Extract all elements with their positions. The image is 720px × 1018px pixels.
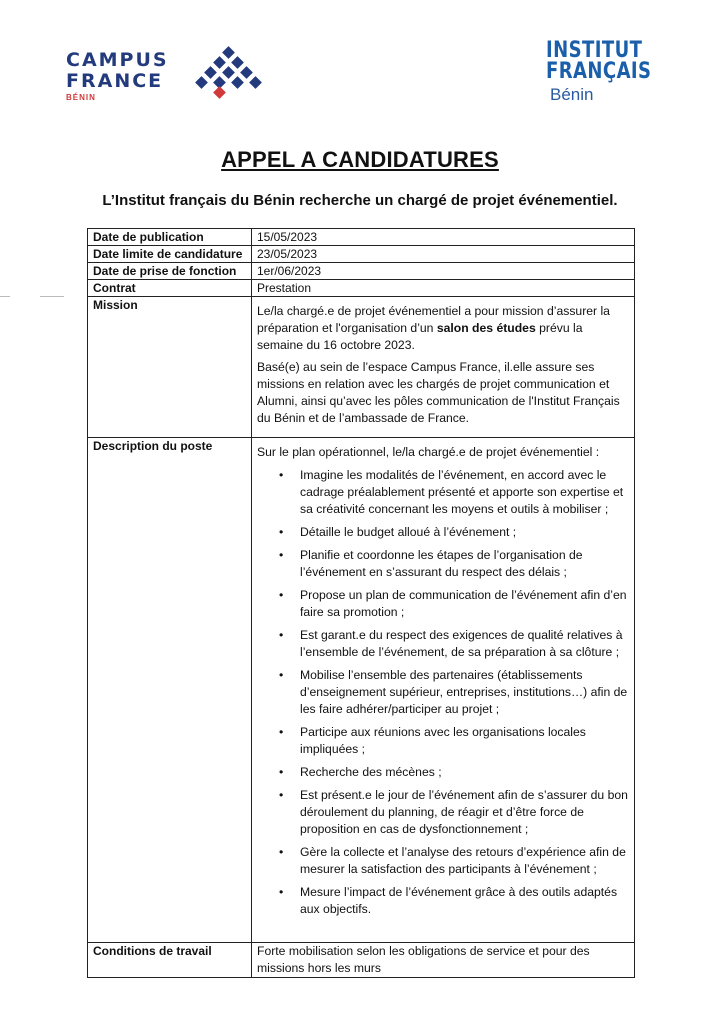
table-row [88,229,635,246]
list-item [257,627,629,661]
scan-mark-left [0,296,10,297]
list-item-text: Est présent.e le jour de l’événement afin de s’assurer du bon déroulement du planning, de réagir et d’être force de proposition en cas de dysfonctionnement ; [300,788,628,836]
description-intro: Sur le plan opérationnel, le/la chargé.e de projet événementiel : [257,445,600,459]
task-list [257,467,629,918]
row-value: 23/05/2023 [252,246,635,263]
row-value: Prestation [252,280,635,297]
institut-francais-line1: INSTITUT [546,38,643,63]
list-item-text: Mesure l’impact de l’événement grâce à des outils adaptés aux objectifs. [300,885,618,916]
campus-france-benin: BÉNIN [66,93,96,102]
list-item [257,724,629,758]
row-value: 15/05/2023 [252,229,635,246]
list-item [257,764,629,781]
row-value: 1er/06/2023 [252,263,635,280]
mission-row [88,297,635,438]
row-label: Date limite de candidature [88,246,252,263]
mission-text-part: prévu la semaine du 16 octobre 2023. [257,321,583,352]
mission-text [252,297,635,438]
mission-label: Mission [88,297,252,438]
scan-mark-left-2 [40,296,64,297]
list-item [257,524,629,541]
list-item-text: Propose un plan de communication de l’événement afin d’en faire sa promotion ; [300,588,627,619]
table-row [88,246,635,263]
bullet-icon: • [279,548,284,562]
bullet-icon: • [279,668,284,682]
description-content [252,438,635,943]
list-item [257,467,629,518]
list-item [257,844,629,878]
campus-france-logo [66,50,286,110]
description-label: Description du poste [88,438,252,943]
list-item-text: Imagine les modalités de l’événement, en accord avec le cadrage préalablement présenté et apporte son expertise et sa créativité concernant les moyens et outils à mobiliser ; [300,468,624,516]
institut-francais-logo [546,40,666,110]
list-item [257,667,629,718]
list-item [257,787,629,838]
mission-text-part: Le/la chargé.e de projet événementiel a pour mission d’assurer la préparation et l'organisation d’un [257,304,610,335]
list-item-text: Gère la collecte et l’analyse des retours d’expérience afin de mesurer la satisfaction des participants à l’événement ; [300,845,626,876]
table-row [88,280,635,297]
campus-france-wordmark [66,50,169,102]
bullet-icon: • [279,788,284,802]
description-row [88,438,635,943]
job-info-table [87,228,635,978]
bullet-icon: • [279,725,284,739]
mission-bold-text: salon des études [436,321,536,335]
list-item-text: Est garant.e du respect des exigences de qualité relatives à l’ensemble de l’événement, de sa préparation à sa clôture ; [300,628,623,659]
mission-paragraph-2: Basé(e) au sein de l’espace Campus France, il.elle assure ses missions en relation avec les chargés de projet communication et Alumni, ainsi qu’avec les pôles communication de l'Institut Français du Bénin et de l’ambassade de France. [257,360,620,425]
list-item-text: Mobilise l’ensemble des partenaires (établissements d’enseignement supérieur, entreprises, institutions…) afin de les faire adhérer/participer au projet ; [300,668,628,716]
campus-france-diamond-icon [184,46,280,104]
bullet-icon: • [279,468,284,482]
row-label: Contrat [88,280,252,297]
bullet-icon: • [279,845,284,859]
list-item-text: Participe aux réunions avec les organisations locales impliquées ; [300,725,586,756]
page-subtitle: L’Institut français du Bénin recherche un chargé de projet événementiel. [102,192,618,209]
row-label: Date de publication [88,229,252,246]
bullet-icon: • [279,525,284,539]
bullet-icon: • [279,628,284,642]
page-title: APPEL A CANDIDATURES [221,147,499,172]
conditions-row [88,943,635,978]
institut-francais-benin: Bénin [550,85,594,104]
bullet-icon: • [279,765,284,779]
campus-france-line1: CAMPUS [66,49,169,71]
bullet-icon: • [279,885,284,899]
campus-france-line2: FRANCE [66,70,164,92]
list-item-text: Détaille le budget alloué à l’événement ; [300,525,517,539]
list-item-text: Recherche des mécènes ; [300,765,442,779]
bullet-icon: • [279,588,284,602]
mission-paragraph-1 [257,297,629,354]
row-label: Date de prise de fonction [88,263,252,280]
list-item [257,547,629,581]
conditions-value: Forte mobilisation selon les obligations de service et pour des missions hors les murs [252,943,635,978]
list-item [257,587,629,621]
list-item-text: Planifie et coordonne les étapes de l’organisation de l’événement en s’assurant du respect des délais ; [300,548,583,579]
institut-francais-line2: FRANÇAIS [546,59,652,84]
table-row [88,263,635,280]
conditions-label: Conditions de travail [88,943,252,978]
list-item [257,884,629,918]
